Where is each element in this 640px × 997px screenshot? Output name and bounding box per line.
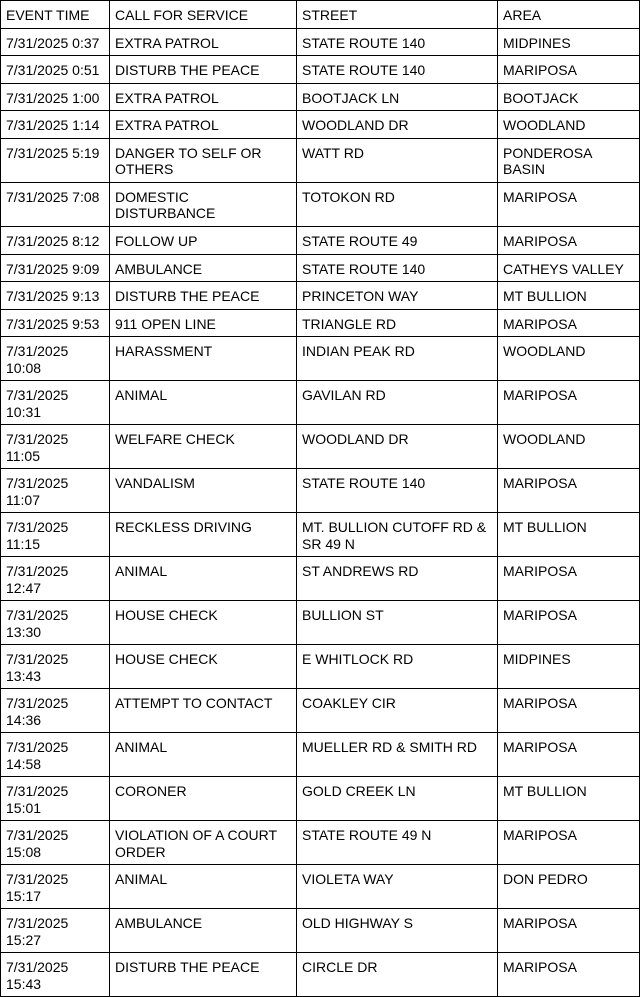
call-for-service-cell: DISTURB THE PEACE <box>110 953 297 997</box>
table-row <box>1 56 640 84</box>
street-cell: STATE ROUTE 49 <box>297 226 498 254</box>
event-time-cell: 7/31/2025 14:36 <box>1 689 110 733</box>
area-cell: MIDPINES <box>498 28 640 56</box>
area-cell: MARIPOSA <box>498 226 640 254</box>
call-for-service-cell: WELFARE CHECK <box>110 425 297 469</box>
area-cell: MT BULLION <box>498 513 640 557</box>
call-for-service-cell: FOLLOW UP <box>110 226 297 254</box>
street-cell: E WHITLOCK RD <box>297 645 498 689</box>
header-area: AREA <box>498 1 640 29</box>
call-for-service-cell: ANIMAL <box>110 381 297 425</box>
table-row <box>1 425 640 469</box>
street-cell: WOODLAND DR <box>297 425 498 469</box>
street-cell: PRINCETON WAY <box>297 282 498 310</box>
area-cell: MARIPOSA <box>498 557 640 601</box>
call-for-service-cell: DISTURB THE PEACE <box>110 282 297 310</box>
street-cell: MT. BULLION CUTOFF RD & SR 49 N <box>297 513 498 557</box>
street-cell: VIOLETA WAY <box>297 865 498 909</box>
table-row <box>1 513 640 557</box>
street-cell: OLD HIGHWAY S <box>297 909 498 953</box>
event-time-cell: 7/31/2025 1:14 <box>1 111 110 139</box>
street-cell: MUELLER RD & SMITH RD <box>297 733 498 777</box>
event-time-cell: 7/31/2025 7:08 <box>1 182 110 226</box>
street-cell: STATE ROUTE 49 N <box>297 821 498 865</box>
area-cell: MIDPINES <box>498 645 640 689</box>
call-for-service-cell: AMBULANCE <box>110 909 297 953</box>
table-row <box>1 282 640 310</box>
event-time-cell: 7/31/2025 11:05 <box>1 425 110 469</box>
call-for-service-cell: DANGER TO SELF OR OTHERS <box>110 138 297 182</box>
header-street: STREET <box>297 1 498 29</box>
table-row <box>1 557 640 601</box>
area-cell: MARIPOSA <box>498 909 640 953</box>
event-time-cell: 7/31/2025 1:00 <box>1 83 110 111</box>
table-row <box>1 953 640 997</box>
header-event-time: EVENT TIME <box>1 1 110 29</box>
area-cell: MT BULLION <box>498 282 640 310</box>
area-cell: MARIPOSA <box>498 689 640 733</box>
call-for-service-cell: CORONER <box>110 777 297 821</box>
event-time-cell: 7/31/2025 13:30 <box>1 601 110 645</box>
call-for-service-cell: HOUSE CHECK <box>110 601 297 645</box>
area-cell: CATHEYS VALLEY <box>498 254 640 282</box>
event-time-cell: 7/31/2025 15:17 <box>1 865 110 909</box>
table-header-row <box>1 1 640 29</box>
area-cell: MARIPOSA <box>498 821 640 865</box>
header-call-for-service: CALL FOR SERVICE <box>110 1 297 29</box>
event-time-cell: 7/31/2025 5:19 <box>1 138 110 182</box>
street-cell: TRIANGLE RD <box>297 309 498 337</box>
area-cell: MARIPOSA <box>498 381 640 425</box>
area-cell: BOOTJACK <box>498 83 640 111</box>
call-for-service-cell: DISTURB THE PEACE <box>110 56 297 84</box>
area-cell: DON PEDRO <box>498 865 640 909</box>
call-for-service-cell: EXTRA PATROL <box>110 83 297 111</box>
call-for-service-cell: DOMESTIC DISTURBANCE <box>110 182 297 226</box>
call-for-service-cell: EXTRA PATROL <box>110 28 297 56</box>
event-time-cell: 7/31/2025 15:27 <box>1 909 110 953</box>
table-row <box>1 733 640 777</box>
table-row <box>1 111 640 139</box>
table-row <box>1 138 640 182</box>
street-cell: WATT RD <box>297 138 498 182</box>
table-row <box>1 309 640 337</box>
event-time-cell: 7/31/2025 15:08 <box>1 821 110 865</box>
table-row <box>1 865 640 909</box>
table-row <box>1 645 640 689</box>
call-for-service-cell: EXTRA PATROL <box>110 111 297 139</box>
table-row <box>1 182 640 226</box>
street-cell: STATE ROUTE 140 <box>297 254 498 282</box>
call-for-service-cell: 911 OPEN LINE <box>110 309 297 337</box>
table-body <box>1 28 640 997</box>
event-time-cell: 7/31/2025 11:07 <box>1 469 110 513</box>
area-cell: WOODLAND <box>498 111 640 139</box>
street-cell: BULLION ST <box>297 601 498 645</box>
table-row <box>1 821 640 865</box>
area-cell: WOODLAND <box>498 425 640 469</box>
event-time-cell: 7/31/2025 11:15 <box>1 513 110 557</box>
street-cell: COAKLEY CIR <box>297 689 498 733</box>
event-time-cell: 7/31/2025 14:58 <box>1 733 110 777</box>
street-cell: BOOTJACK LN <box>297 83 498 111</box>
area-cell: PONDEROSA BASIN <box>498 138 640 182</box>
street-cell: GOLD CREEK LN <box>297 777 498 821</box>
event-time-cell: 7/31/2025 9:13 <box>1 282 110 310</box>
street-cell: CIRCLE DR <box>297 953 498 997</box>
table-row <box>1 254 640 282</box>
area-cell: MARIPOSA <box>498 182 640 226</box>
area-cell: MARIPOSA <box>498 469 640 513</box>
event-time-cell: 7/31/2025 15:01 <box>1 777 110 821</box>
table-row <box>1 469 640 513</box>
table-row <box>1 83 640 111</box>
table-row <box>1 381 640 425</box>
street-cell: GAVILAN RD <box>297 381 498 425</box>
area-cell: MARIPOSA <box>498 953 640 997</box>
call-for-service-cell: HARASSMENT <box>110 337 297 381</box>
call-for-service-cell: VANDALISM <box>110 469 297 513</box>
street-cell: ST ANDREWS RD <box>297 557 498 601</box>
call-for-service-cell: AMBULANCE <box>110 254 297 282</box>
event-time-cell: 7/31/2025 0:51 <box>1 56 110 84</box>
table-row <box>1 689 640 733</box>
table-row <box>1 909 640 953</box>
event-time-cell: 7/31/2025 10:31 <box>1 381 110 425</box>
area-cell: MT BULLION <box>498 777 640 821</box>
table-row <box>1 226 640 254</box>
call-for-service-cell: RECKLESS DRIVING <box>110 513 297 557</box>
event-time-cell: 7/31/2025 9:53 <box>1 309 110 337</box>
table-row <box>1 601 640 645</box>
event-time-cell: 7/31/2025 0:37 <box>1 28 110 56</box>
call-for-service-cell: ANIMAL <box>110 557 297 601</box>
call-for-service-cell: ANIMAL <box>110 865 297 909</box>
event-time-cell: 7/31/2025 8:12 <box>1 226 110 254</box>
event-time-cell: 7/31/2025 13:43 <box>1 645 110 689</box>
street-cell: WOODLAND DR <box>297 111 498 139</box>
call-for-service-cell: ANIMAL <box>110 733 297 777</box>
area-cell: MARIPOSA <box>498 733 640 777</box>
event-time-cell: 7/31/2025 10:08 <box>1 337 110 381</box>
table-row <box>1 28 640 56</box>
area-cell: MARIPOSA <box>498 309 640 337</box>
event-time-cell: 7/31/2025 15:43 <box>1 953 110 997</box>
call-for-service-cell: ATTEMPT TO CONTACT <box>110 689 297 733</box>
area-cell: MARIPOSA <box>498 56 640 84</box>
area-cell: WOODLAND <box>498 337 640 381</box>
table-row <box>1 337 640 381</box>
event-time-cell: 7/31/2025 12:47 <box>1 557 110 601</box>
street-cell: TOTOKON RD <box>297 182 498 226</box>
table-row <box>1 777 640 821</box>
street-cell: STATE ROUTE 140 <box>297 469 498 513</box>
event-time-cell: 7/31/2025 9:09 <box>1 254 110 282</box>
call-for-service-cell: HOUSE CHECK <box>110 645 297 689</box>
street-cell: STATE ROUTE 140 <box>297 56 498 84</box>
street-cell: STATE ROUTE 140 <box>297 28 498 56</box>
call-for-service-cell: VIOLATION OF A COURT ORDER <box>110 821 297 865</box>
street-cell: INDIAN PEAK RD <box>297 337 498 381</box>
area-cell: MARIPOSA <box>498 601 640 645</box>
